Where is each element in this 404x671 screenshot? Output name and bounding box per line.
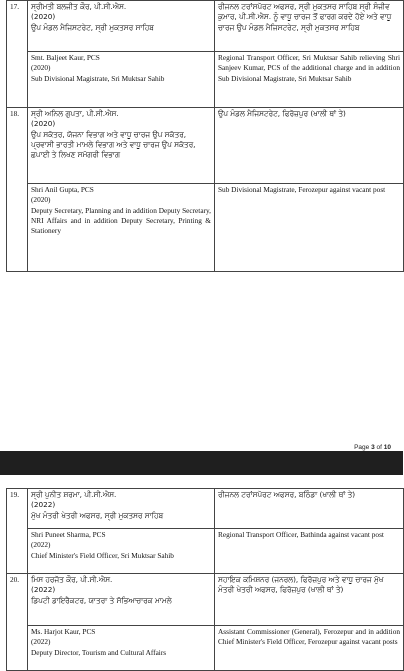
table-row <box>7 108 404 184</box>
officer-name: Shri Anil Gupta, PCS <box>31 185 94 194</box>
officer-punjabi <box>28 574 215 626</box>
table-row <box>7 529 404 574</box>
officer-name: ਸ੍ਰੀ ਪੁਨੀਤ ਸ਼ਰਮਾ, ਪੀ.ਸੀ.ਐਸ. <box>31 490 117 499</box>
page-current: 3 <box>371 444 375 451</box>
officer-name: ਮਿਸ ਹਰਜੋਤ ਕੌਰ, ਪੀ.ਸੀ.ਐਸ. <box>31 575 113 584</box>
officer-current-post: Chief Minister's Field Officer, Sri Muktsar Sahib <box>31 550 174 560</box>
officer-current-post: Sub Divisional Magistrate, Sri Muktsar Sahib <box>31 73 165 83</box>
table-row <box>7 1 404 52</box>
serial-number: 18. <box>7 108 28 272</box>
officer-english <box>28 184 215 272</box>
officer-current-post: ਡਿਪਟੀ ਡਾਇਰੈਕਟਰ, ਯਾਤਰਾ ਤੇ ਸੱਭਿਆਚਾਰਕ ਮਾਮਲੇ <box>31 595 172 605</box>
page-total: 10 <box>383 444 391 451</box>
table-row <box>7 184 404 272</box>
serial-number: 19. <box>7 489 28 574</box>
officer-english <box>28 529 215 574</box>
page-separator: of <box>374 444 384 451</box>
page-gap <box>0 451 403 475</box>
officer-batch: (2022) <box>31 637 51 647</box>
officer-name: ਸ੍ਰੀਮਤੀ ਬਲਜੀਤ ਕੌਰ, ਪੀ.ਸੀ.ਐਸ. <box>31 2 127 11</box>
table-row <box>7 626 404 671</box>
officer-punjabi <box>28 108 215 184</box>
table-row <box>7 574 404 626</box>
officer-english <box>28 626 215 671</box>
new-posting-english: Regional Transport Officer, Bathinda against vacant post <box>215 529 404 574</box>
page-number <box>354 444 391 451</box>
officer-current-post: ਮੁੱਖ ਮੰਤਰੀ ਖੇਤਰੀ ਅਫਸਰ, ਸ੍ਰੀ ਮੁਕਤਸਰ ਸਾਹਿਬ <box>31 510 164 520</box>
officer-name: Shri Puneet Sharma, PCS <box>31 530 106 539</box>
officer-batch: (2022) <box>31 540 51 550</box>
serial-number: 20. <box>7 574 28 671</box>
new-posting-punjabi: ਉਪ ਮੰਡਲ ਮੈਜਿਸਟਰੇਟ, ਫਿਰੋਜ਼ਪੁਰ (ਖਾਲੀ ਥਾਂ ਤੇ) <box>215 108 404 184</box>
table-row <box>7 489 404 529</box>
officer-current-post: Deputy Secretary, Planning and in addition Deputy Secretary, NRI Affairs and in addition Deputy Secretary, Printing & Stationery <box>31 205 211 236</box>
officer-current-post: ਉਪ ਸਕੱਤਰ, ਯੋਜਨਾ ਵਿਭਾਗ ਅਤੇ ਵਾਧੂ ਚਾਰਜ ਉਪ ਸਕੱਤਰ, ਪ੍ਰਵਾਸੀ ਭਾਰਤੀ ਮਾਮਲੇ ਵਿਭਾਗ ਅਤੇ ਵਾਧੂ ਚਾਰਜ ਉਪ ਸਕੱਤਰ, ਛਪਾਈ ਤੇ ਲਿਖਣ ਸਮੱਗਰੀ ਵਿਭਾਗ <box>31 129 196 160</box>
new-posting-english: Sub Divisional Magistrate, Ferozepur against vacant post <box>215 184 404 272</box>
officer-name: ਸ੍ਰੀ ਅਨਿਲ ਗੁਪਤਾ, ਪੀ.ਸੀ.ਐਸ. <box>31 109 119 118</box>
table-row <box>7 52 404 108</box>
officer-batch: (2020) <box>31 119 56 129</box>
page-prefix: Page <box>354 444 372 451</box>
officer-batch: (2022) <box>31 585 56 595</box>
officer-batch: (2020) <box>31 63 51 73</box>
posting-table-page-3 <box>6 0 404 272</box>
officer-english <box>28 52 215 108</box>
officer-name: Smt. Baljeet Kaur, PCS <box>31 53 100 62</box>
officer-name: Ms. Harjot Kaur, PCS <box>31 627 96 636</box>
new-posting-punjabi: ਰੀਜਨਲ ਟਰਾਂਸਪੋਰਟ ਅਫਸਰ, ਸ੍ਰੀ ਮੁਕਤਸਰ ਸਾਹਿਬ ਸ੍ਰੀ ਸੰਜੀਵ ਕੁਮਾਰ, ਪੀ.ਸੀ.ਐਸ. ਨੂੰ ਵਾਧੂ ਚਾਰਜ ਤੋਂ ਫਾਰਗ ਕਰਦੇ ਹੋਏ ਅਤੇ ਵਾਧੂ ਚਾਰਜ ਉਪ ਮੰਡਲ ਮੈਜਿਸਟਰੇਟ, ਸ੍ਰੀ ਮੁਕਤਸਰ ਸਾਹਿਬ <box>215 1 404 52</box>
new-posting-punjabi: ਸਹਾਇਕ ਕਮਿਸ਼ਨਰ (ਜਨਰਲ), ਫਿਰੋਜ਼ਪੁਰ ਅਤੇ ਵਾਧੂ ਚਾਰਜ ਮੁੱਖ ਮੰਤਰੀ ਖੇਤਰੀ ਅਫਸਰ, ਫਿਰੋਜ਼ਪੁਰ (ਖਾਲੀ ਥਾਂ ਤੇ) <box>215 574 404 626</box>
new-posting-english: Regional Transport Officer, Sri Muktsar Sahib relieving Shri Sanjeev Kumar, PCS of the additional charge and in addition Sub Divisional Magistrate, Sri Muktsar Sahib <box>215 52 404 108</box>
officer-punjabi <box>28 1 215 52</box>
posting-table-page-4 <box>6 488 404 671</box>
serial-number: 17. <box>7 1 28 108</box>
officer-batch: (2020) <box>31 12 56 22</box>
officer-punjabi <box>28 489 215 529</box>
officer-batch: (2022) <box>31 500 56 510</box>
officer-current-post: Deputy Director, Tourism and Cultural Affairs <box>31 647 167 657</box>
new-posting-english: Assistant Commissioner (General), Ferozepur and in addition Chief Minister's Field Officer, Ferozepur against vacant posts <box>215 626 404 671</box>
new-posting-punjabi: ਰੀਜਨਲ ਟਰਾਂਸਪੋਰਟ ਅਫਸਰ, ਬਠਿੰਡਾ (ਖਾਲੀ ਥਾਂ ਤੇ) <box>215 489 404 529</box>
officer-batch: (2020) <box>31 195 51 205</box>
officer-current-post: ਉਪ ਮੰਡਲ ਮੈਜਿਸਟਰੇਟ, ਸ੍ਰੀ ਮੁਕਤਸਰ ਸਾਹਿਬ <box>31 22 154 32</box>
